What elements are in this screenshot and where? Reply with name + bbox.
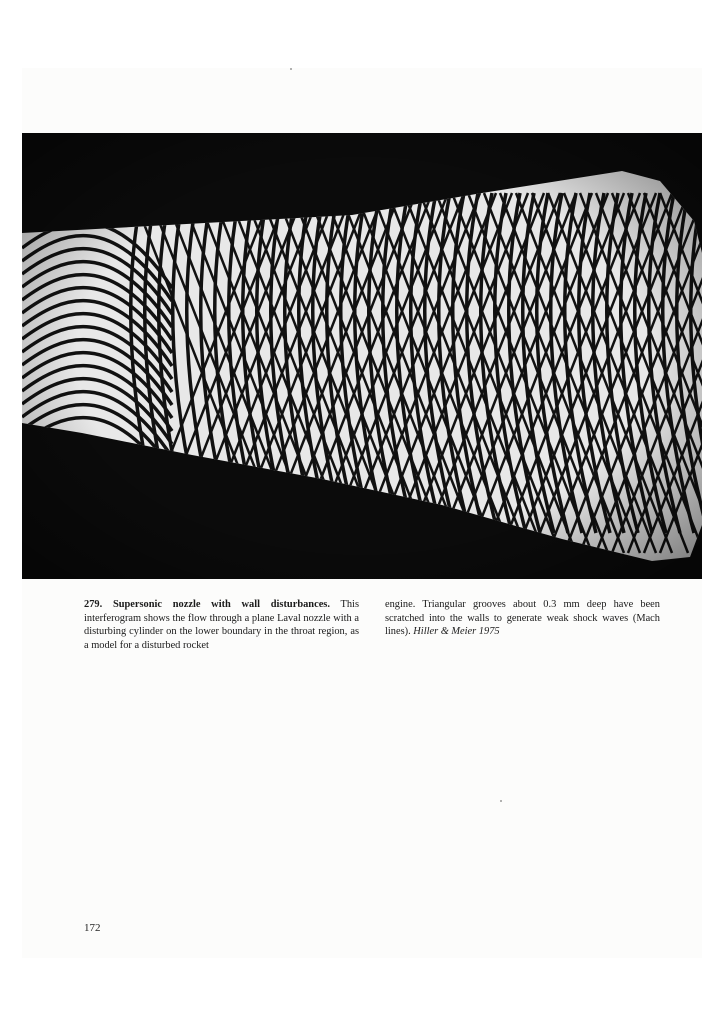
caption-text-left: This interferogram shows the flow through a plane Laval nozzle with a disturbing cylinder on the lower boundary in the throat region, as a model for a disturbed rocket: [84, 599, 359, 651]
figure-title: Supersonic nozzle with wall disturbances.: [112, 599, 330, 610]
caption-left-column: [84, 598, 359, 652]
figure-number: 279.: [84, 599, 103, 610]
caption-text-right: engine. Triangular grooves about 0.3 mm deep have been scratched into the walls to generate weak shock waves (Mach lines).: [385, 599, 660, 638]
scan-speck: [500, 800, 502, 802]
caption-right-column: [385, 598, 660, 639]
figure-credit: Hiller & Meier 1975: [413, 626, 500, 638]
page-number: 172: [84, 922, 101, 934]
scan-speck: [290, 68, 292, 70]
interferogram-photo: [22, 133, 702, 579]
